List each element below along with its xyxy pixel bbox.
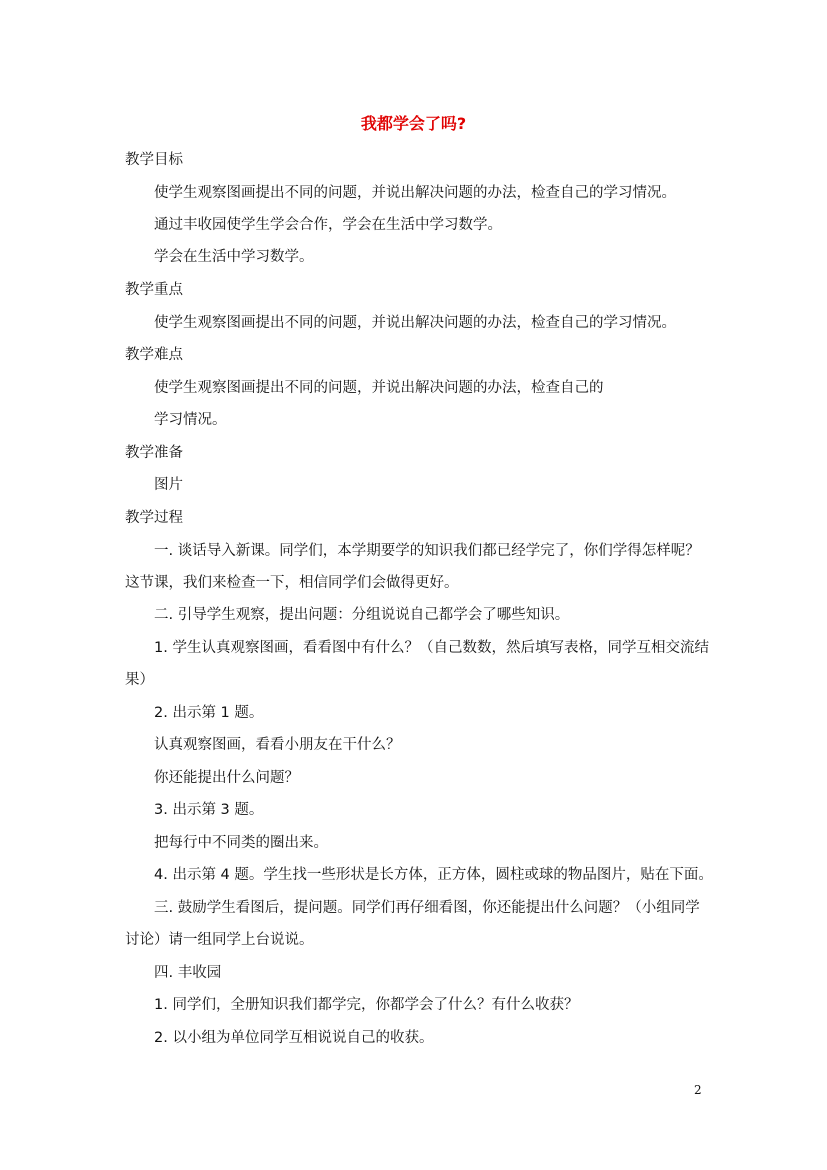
- document-title: 我都学会了吗?: [360, 114, 467, 133]
- paragraph-line: 果）: [125, 672, 154, 688]
- paragraph-line: 4. 出示第 4 题。学生找一些形状是长方体，正方体，圆柱或球的物品图片，贴在下面。: [154, 867, 713, 883]
- heading-preparation: 教学准备: [125, 445, 183, 461]
- page-number: 2: [694, 1083, 702, 1097]
- heading-difficulties: 教学难点: [125, 347, 183, 363]
- paragraph-line: 1. 学生认真观察图画，看看图中有什么？（自己数数，然后填写表格，同学互相交流结: [154, 640, 709, 656]
- paragraph-line: 3. 出示第 3 题。: [154, 802, 264, 818]
- paragraph-line: 1. 同学们，全册知识我们都学完，你都学会了什么？有什么收获？: [154, 997, 579, 1013]
- paragraph-line: 认真观察图画，看看小朋友在干什么？: [154, 737, 401, 753]
- paragraph-line: 一. 谈话导入新课。同学们，本学期要学的知识我们都已经学完了，你们学得怎样呢？: [154, 543, 700, 559]
- paragraph-line: 你还能提出什么问题？: [154, 770, 299, 786]
- paragraph-line: 使学生观察图画提出不同的问题，并说出解决问题的办法，检查自己的学习情况。: [154, 185, 676, 201]
- heading-key-points: 教学重点: [125, 282, 183, 298]
- section-heading: 四. 丰收园: [154, 965, 222, 981]
- paragraph-line: 这节课，我们来检查一下，相信同学们会做得更好。: [125, 575, 459, 591]
- paragraph-line: 把每行中不同类的圈出来。: [154, 835, 328, 851]
- paragraph-line: 学会在生活中学习数学。: [154, 249, 314, 265]
- paragraph-line: 学习情况。: [154, 412, 227, 428]
- paragraph-line: 通过丰收园使学生学会合作，学会在生活中学习数学。: [154, 217, 502, 233]
- paragraph-line: 讨论）请一组同学上台说说。: [125, 932, 314, 948]
- heading-objectives: 教学目标: [125, 152, 183, 168]
- paragraph-line: 使学生观察图画提出不同的问题，并说出解决问题的办法，检查自己的: [154, 380, 604, 396]
- paragraph-line: 图片: [154, 477, 183, 493]
- paragraph-line: 三. 鼓励学生看图后，提问题。同学们再仔细看图，你还能提出什么问题？（小组同学: [154, 900, 700, 916]
- paragraph-line: 2. 出示第 1 题。: [154, 705, 264, 721]
- heading-process: 教学过程: [125, 510, 183, 526]
- paragraph-line: 二. 引导学生观察，提出问题：分组说说自己都学会了哪些知识。: [154, 607, 570, 623]
- paragraph-line: 2. 以小组为单位同学互相说说自己的收获。: [154, 1030, 434, 1046]
- paragraph-line: 使学生观察图画提出不同的问题，并说出解决问题的办法，检查自己的学习情况。: [154, 315, 676, 331]
